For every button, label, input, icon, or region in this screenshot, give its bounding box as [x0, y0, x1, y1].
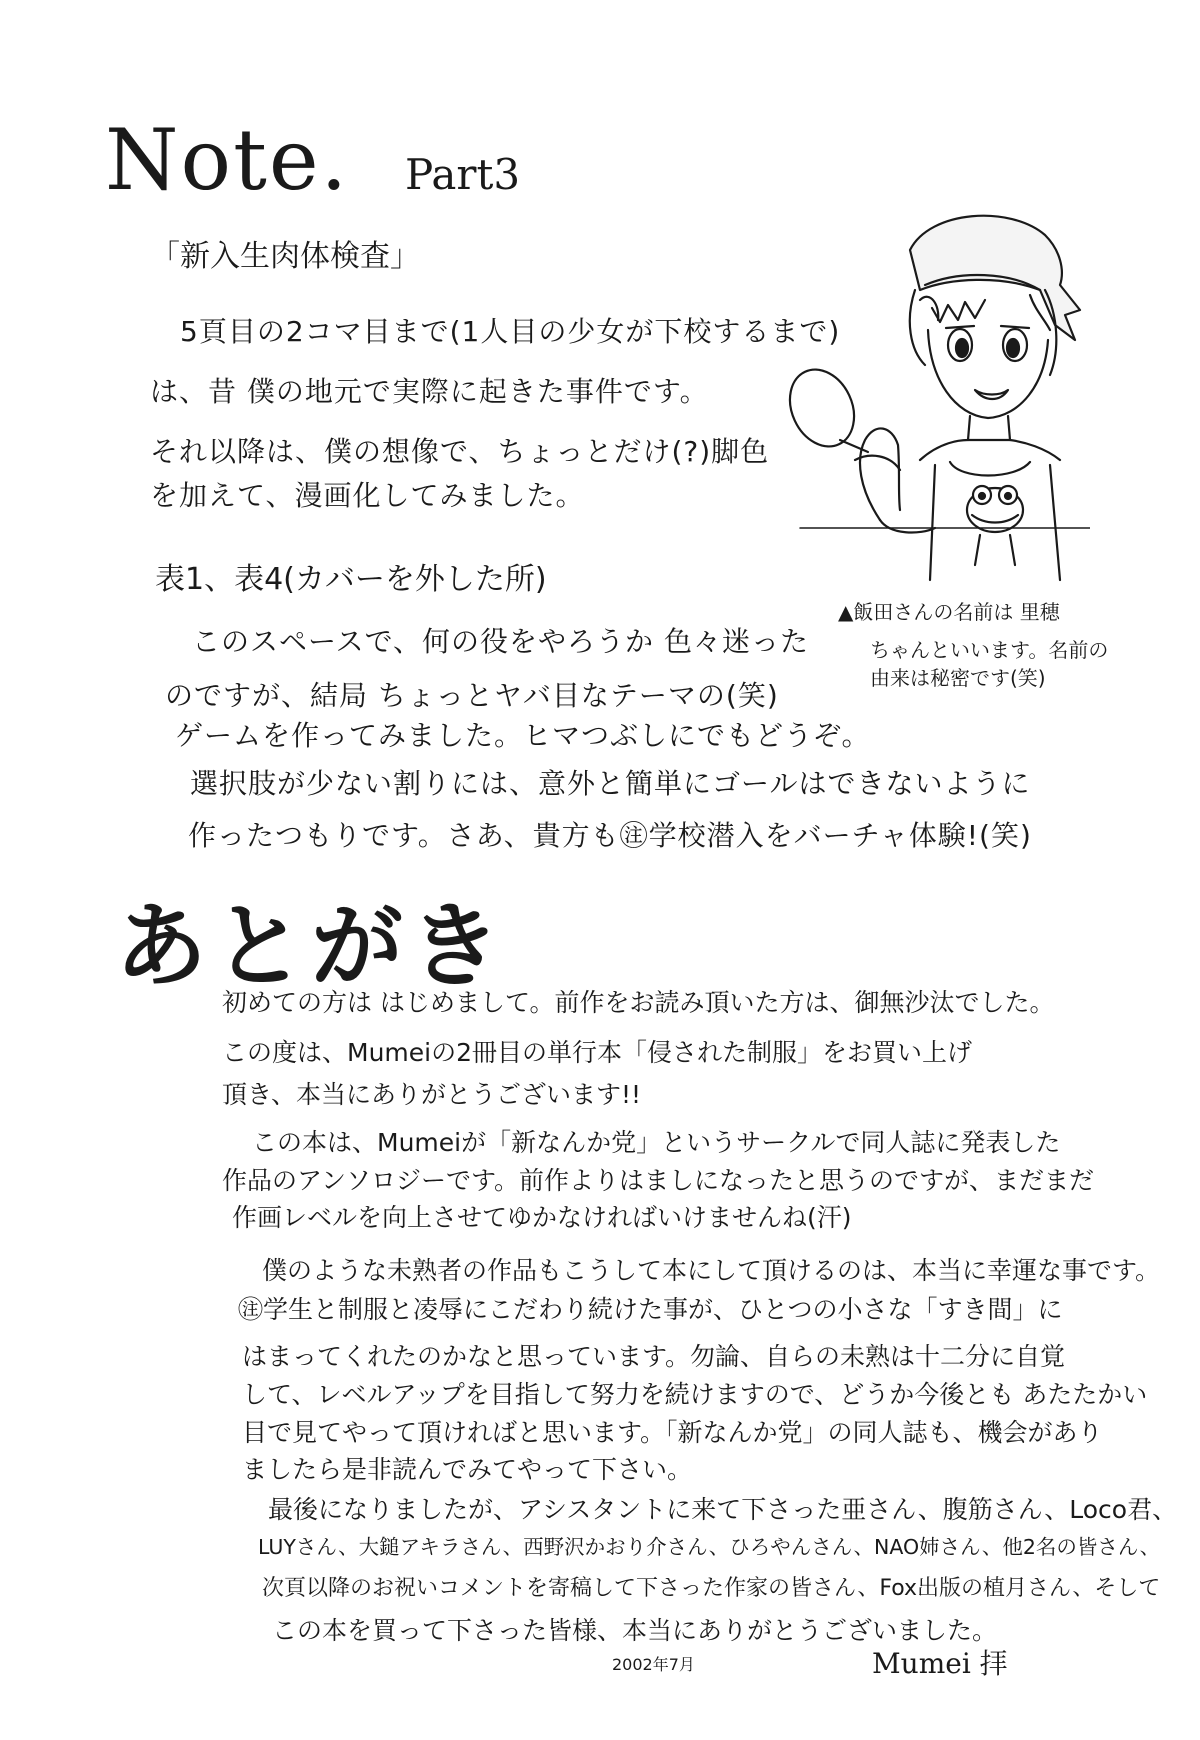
afterword-line-10: して、レベルアップを目指して努力を続けますので、どうか今後とも あたたかい	[242, 1380, 1148, 1409]
afterword-line-6: 作画レベルを向上させてゆかなければいけませんね(汗)	[232, 1203, 852, 1232]
author-signature: Mumei 拝	[872, 1647, 1008, 1680]
afterword-line-14: LUYさん、大鎚アキラさん、西野沢かおり介さん、ひろやんさん、NAO姉さん、他2名の皆さん、	[258, 1535, 1161, 1559]
afterword-line-5: 作品のアンソロジーです。前作よりはましになったと思うのですが、まだまだ	[222, 1166, 1095, 1195]
girl-with-bandana-illustration	[760, 190, 1090, 590]
afterword-line-16: この本を買って下さった皆様、本当にありがとうございました。	[272, 1616, 998, 1645]
section1-line-2: は、昔 僕の地元で実際に起きた事件です。	[150, 375, 709, 408]
illustration-caption-line-3: 由来は秘密です(笑)	[870, 666, 1046, 690]
section1-heading: 「新入生肉体検査」	[150, 239, 420, 274]
afterword-line-1: 初めての方は はじめまして。前作をお読み頂いた方は、御無沙汰でした。	[222, 988, 1055, 1017]
section2-line-5: 作ったつもりです。さあ、貴方も㊟学校潜入をバーチャ体験!(笑)	[188, 819, 1032, 852]
afterword-line-15: 次頁以降のお祝いコメントを寄稿して下さった作家の皆さん、Fox出版の植月さん、そして	[262, 1576, 1161, 1601]
afterword-line-9: はまってくれたのかなと思っています。勿論、自らの未熟は十二分に自覚	[242, 1342, 1066, 1371]
illustration-caption-line-1: ▲飯田さんの名前は 里穂	[838, 600, 1060, 624]
section2-line-3: ゲームを作ってみました。ヒマつぶしにでもどうぞ。	[175, 719, 871, 752]
section1-line-1: 5頁目の2コマ目まで(1人目の少女が下校するまで)	[180, 315, 841, 348]
section2-line-1: このスペースで、何の役をやろうか 色々迷った	[192, 625, 809, 658]
section2-heading: 表1、表4(カバーを外した所)	[155, 562, 547, 597]
afterword-line-4: この本は、Mumeiが「新なんか党」というサークルで同人誌に発表した	[252, 1128, 1061, 1157]
section2-line-4: 選択肢が少ない割りには、意外と簡単にゴールはできないように	[190, 767, 1031, 800]
afterword-line-2: この度は、Mumeiの2冊目の単行本「侵された制服」をお買い上げ	[222, 1038, 973, 1067]
section1-line-4: を加えて、漫画化してみました。	[150, 479, 585, 512]
afterword-title: あとがき	[115, 892, 508, 1000]
afterword-line-11: 目で見てやって頂ければと思います。「新なんか党」の同人誌も、機会があり	[242, 1418, 1103, 1447]
afterword-line-13: 最後になりましたが、アシスタントに来て下さった亜さん、腹筋さん、Loco君、	[268, 1495, 1178, 1524]
section2-line-2: のですが、結局 ちょっとヤバ目なテーマの(笑)	[165, 679, 779, 712]
afterword-line-12: ましたら是非読んでみてやって下さい。	[242, 1455, 693, 1484]
note-title-main: Note.	[105, 111, 350, 209]
illustration-caption-line-2: ちゃんといいます。名前の	[870, 638, 1109, 662]
afterword-date: 2002年7月	[612, 1655, 695, 1674]
afterword-line-7: 僕のような未熟者の作品もこうして本にして頂けるのは、本当に幸運な事です。	[262, 1256, 1161, 1285]
note-title-part: Part3	[405, 150, 521, 199]
afterword-line-8: ㊟学生と制服と凌辱にこだわり続けた事が、ひとつの小さな「すき間」に	[238, 1295, 1063, 1324]
afterword-line-3: 頂き、本当にありがとうございます!!	[222, 1080, 642, 1109]
section1-line-3: それ以降は、僕の想像で、ちょっとだけ(?)脚色	[150, 435, 770, 468]
